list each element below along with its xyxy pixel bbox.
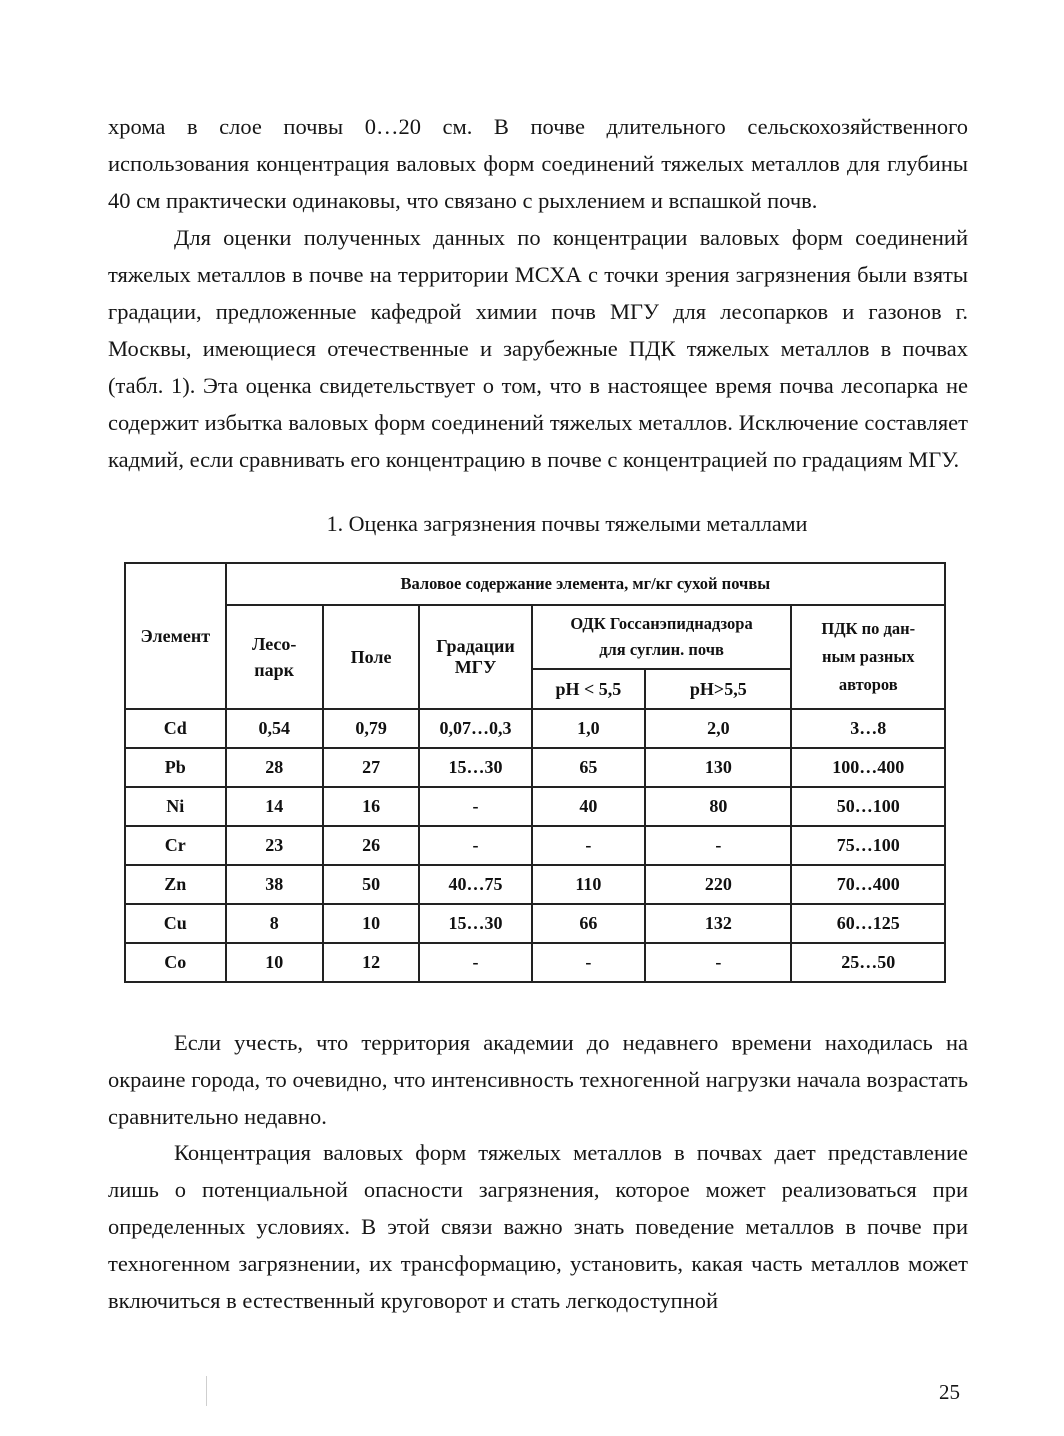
header-group: Валовое содержание элемента, мг/кг сухой почвы: [226, 563, 945, 605]
cell-pdk: 25…50: [791, 943, 945, 982]
paragraph-2: Для оценки полученных данных по концентрации валовых форм соединений тяжелых металлов в почве на территории МСХА с точки зрения загрязнения были взяты градации, предложенные кафедрой химии почв МГУ для лесопарков и газонов г. Москвы, имеющиеся отечественные и зарубежные ПДК тяжелых металлов в почвах (табл. 1). Эта оценка свидетельствует о том, что в настоящее время почва лесопарка не содержит избытка валовых форм соединений тяжелых металлов. Исключение составляет кадмий, если сравнивать его концентрацию в почве с концентрацией по градациям МГУ.: [108, 225, 968, 472]
header-gradations-line2: МГУ: [454, 657, 497, 677]
cell-gradations: -: [419, 787, 531, 826]
cell-ph-high: -: [645, 943, 791, 982]
cell-pdk: 60…125: [791, 904, 945, 943]
cell-element: Pb: [125, 748, 226, 787]
paragraph-1: хрома в слое почвы 0…20 см. В почве длительного сельскохозяйственного использования концентрация валовых форм соединений тяжелых металлов для глубины 40 см практически одинаковы, что связано с рыхлением и вспашкой почв.: [108, 114, 968, 213]
cell-pdk: 3…8: [791, 709, 945, 748]
header-ph-high: pH>5,5: [645, 669, 791, 709]
header-pdk-line1: ПДК по дан-: [821, 619, 916, 638]
cell-lesopark: 38: [226, 865, 323, 904]
cell-ph-low: 66: [532, 904, 646, 943]
cell-gradations: 15…30: [419, 904, 531, 943]
scan-artifact: [206, 1376, 207, 1406]
cell-ph-high: 132: [645, 904, 791, 943]
header-lesopark-line1: Лесо-: [251, 634, 297, 654]
table-row-cu: [125, 904, 945, 943]
cell-lesopark: 10: [226, 943, 323, 982]
cell-lesopark: 14: [226, 787, 323, 826]
header-pdk-line2: ным разных: [822, 647, 915, 666]
table-row-ni: [125, 787, 945, 826]
header-odk-line2: для суглин. почв: [599, 640, 724, 659]
cell-element: Ni: [125, 787, 226, 826]
header-gradations: [419, 605, 531, 709]
cell-element: Zn: [125, 865, 226, 904]
cell-gradations: -: [419, 943, 531, 982]
header-gradations-line1: Градации: [436, 636, 515, 656]
header-ph-low: pH < 5,5: [532, 669, 646, 709]
cell-lesopark: 0,54: [226, 709, 323, 748]
cell-ph-high: 220: [645, 865, 791, 904]
cell-pdk: 50…100: [791, 787, 945, 826]
cell-ph-high: 80: [645, 787, 791, 826]
cell-ph-low: -: [532, 826, 646, 865]
cell-lesopark: 8: [226, 904, 323, 943]
cell-gradations: 15…30: [419, 748, 531, 787]
cell-lesopark: 28: [226, 748, 323, 787]
table-row-pb: [125, 748, 945, 787]
paragraph-3: Если учесть, что территория академии до недавнего времени находилась на окраине города, то очевидно, что интенсивность техногенной нагрузки начала возрастать сравнительно недавно.: [108, 1030, 968, 1129]
header-element: Элемент: [125, 563, 226, 709]
cell-element: Cd: [125, 709, 226, 748]
paragraph-4: Концентрация валовых форм тяжелых металлов в почвах дает представление лишь о потенциальной опасности загрязнения, которое может реализоваться при определенных условиях. В этой связи важно знать поведение металлов в почве при техногенном загрязнении, их трансформацию, установить, какая часть металлов может включиться в естественный круговорот и стать легкодоступной: [108, 1140, 968, 1313]
cell-pdk: 100…400: [791, 748, 945, 787]
table-row-co: [125, 943, 945, 982]
header-lesopark: [226, 605, 323, 709]
page-number: 25: [939, 1380, 960, 1404]
cell-lesopark: 23: [226, 826, 323, 865]
header-lesopark-line2: парк: [254, 660, 295, 680]
cell-pdk: 75…100: [791, 826, 945, 865]
cell-gradations: 40…75: [419, 865, 531, 904]
cell-pole: 10: [323, 904, 420, 943]
cell-ph-high: 2,0: [645, 709, 791, 748]
cell-pole: 50: [323, 865, 420, 904]
cell-element: Co: [125, 943, 226, 982]
cell-pole: 27: [323, 748, 420, 787]
cell-ph-low: 40: [532, 787, 646, 826]
cell-element: Cu: [125, 904, 226, 943]
header-odk: [532, 605, 792, 669]
cell-pole: 26: [323, 826, 420, 865]
header-pole: Поле: [323, 605, 420, 709]
cell-pole: 12: [323, 943, 420, 982]
cell-gradations: -: [419, 826, 531, 865]
cell-gradations: 0,07…0,3: [419, 709, 531, 748]
table-row-zn: [125, 865, 945, 904]
header-pdk-line3: авторов: [838, 675, 898, 694]
header-odk-line1: ОДК Госсанэпиднадзора: [570, 614, 753, 633]
cell-pole: 16: [323, 787, 420, 826]
cell-ph-low: 1,0: [532, 709, 646, 748]
cell-ph-low: 110: [532, 865, 646, 904]
table-row-cd: [125, 709, 945, 748]
cell-pdk: 70…400: [791, 865, 945, 904]
header-pdk: [791, 605, 945, 709]
cell-ph-low: -: [532, 943, 646, 982]
table-row-cr: [125, 826, 945, 865]
cell-ph-high: -: [645, 826, 791, 865]
cell-pole: 0,79: [323, 709, 420, 748]
cell-ph-low: 65: [532, 748, 646, 787]
cell-element: Cr: [125, 826, 226, 865]
cell-ph-high: 130: [645, 748, 791, 787]
table-caption: 1. Оценка загрязнения почвы тяжелыми металлами: [326, 511, 808, 536]
heavy-metals-table: [124, 562, 946, 983]
